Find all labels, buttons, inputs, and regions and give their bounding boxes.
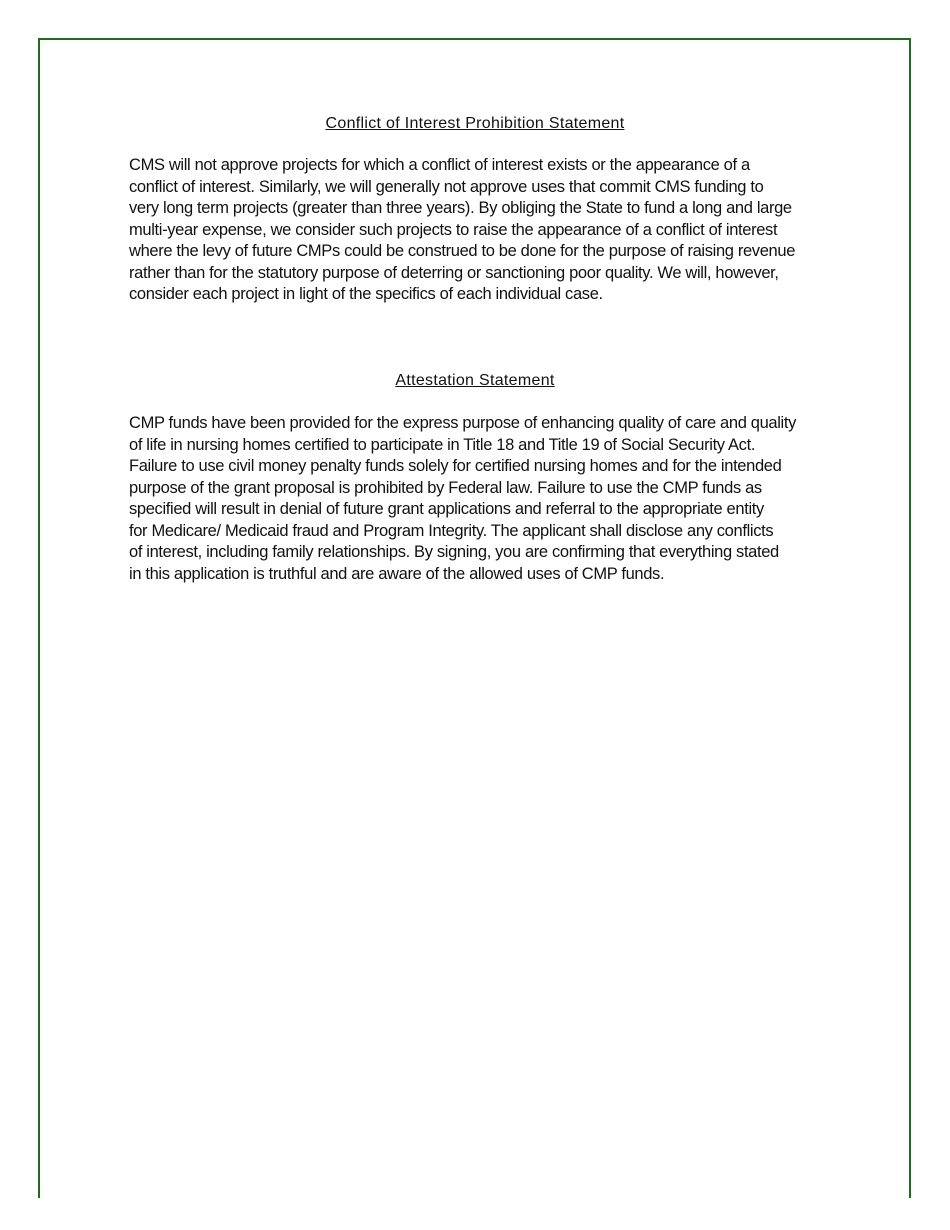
text-line: conflict of interest. Similarly, we will generally not approve uses that commit CMS funding to (129, 177, 764, 196)
text-line: of life in nursing homes certified to participate in Title 18 and Title 19 of Social Security Act. (129, 435, 756, 454)
text-line: Failure to use civil money penalty funds solely for certified nursing homes and for the intended (129, 457, 782, 475)
text-line: where the levy of future CMPs could be construed to be done for the purpose of raising revenue (129, 242, 796, 260)
text-line: multi-year expense, we consider such projects to raise the appearance of a conflict of interest (129, 220, 778, 239)
text-line: CMS will not approve projects for which a conflict of interest exists or the appearance of a (129, 156, 750, 174)
text-line: very long term projects (greater than three years). By obliging the State to fund a long and large (129, 199, 792, 217)
text-line: in this application is truthful and are aware of the allowed uses of CMP funds. (129, 564, 665, 583)
text-line: consider each project in light of the specifics of each individual case. (129, 285, 603, 303)
text-line: specified will result in denial of future grant applications and referral to the appropriate entity (129, 500, 764, 518)
text-line: of interest, including family relationships. By signing, you are confirming that everything stated (129, 543, 779, 561)
text-line: CMP funds have been provided for the express purpose of enhancing quality of care and quality (129, 414, 797, 432)
attestation-heading: Attestation Statement (395, 372, 555, 389)
text-line: purpose of the grant proposal is prohibited by Federal law. Failure to use the CMP funds as (129, 478, 762, 497)
conflict-paragraph (129, 155, 849, 306)
text-line: for Medicare/ Medicaid fraud and Program Integrity. The applicant shall disclose any conflicts (129, 521, 774, 540)
attestation-paragraph (129, 413, 849, 585)
text-line: rather than for the statutory purpose of deterring or sanctioning poor quality. We will, however, (129, 263, 779, 282)
conflict-heading: Conflict of Interest Prohibition Statement (325, 115, 625, 132)
